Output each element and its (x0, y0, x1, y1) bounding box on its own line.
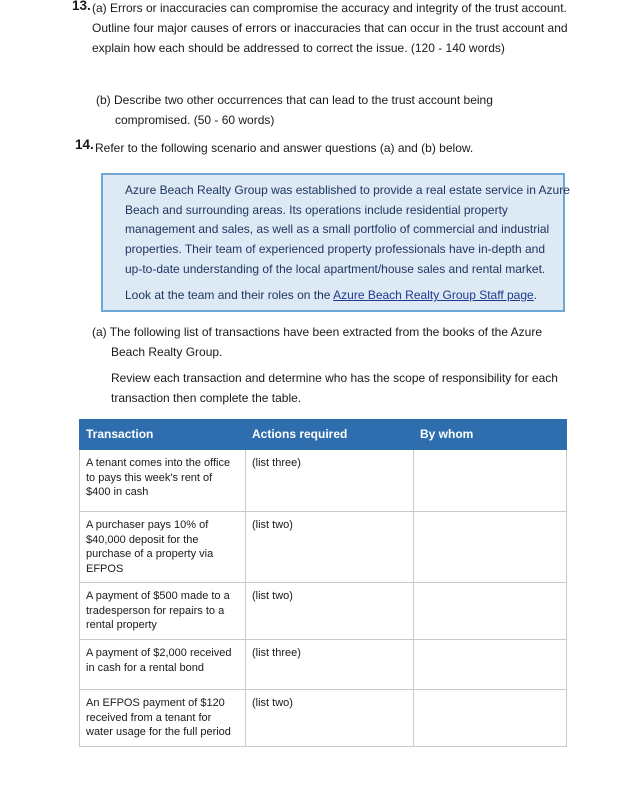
q14-review-line-1: Review each transaction and determine who has the scope of responsibility for each (111, 371, 558, 385)
cell-transaction: A tenant comes into the office to pays this week's rent of $400 in cash (80, 450, 246, 512)
cell-transaction: A payment of $2,000 received in cash for a rental bond (80, 640, 246, 690)
cell-actions[interactable]: (list three) (246, 640, 414, 690)
scenario-line-4: properties. Their team of experienced property professionals have in-depth and (125, 242, 546, 256)
staff-page-link[interactable]: Azure Beach Realty Group Staff page (333, 288, 534, 302)
cell-by-whom[interactable] (414, 640, 567, 690)
q14-intro: Refer to the following scenario and answer questions (a) and (b) below. (95, 141, 474, 155)
scenario-link-suffix: . (533, 288, 538, 302)
cell-actions[interactable]: (list two) (246, 583, 414, 640)
table-row (80, 690, 567, 747)
cell-actions[interactable]: (list three) (246, 450, 414, 512)
header-actions-required: Actions required (246, 420, 414, 450)
cell-by-whom[interactable] (414, 512, 567, 583)
transactions-table (79, 419, 567, 747)
q14-part-a-line-2: Beach Realty Group. (111, 345, 223, 359)
question-13-number: 13. (72, 0, 91, 13)
cell-transaction: A purchaser pays 10% of $40,000 deposit for the purchase of a property via EFPOS (80, 512, 246, 583)
question-14-number: 14. (75, 137, 94, 152)
q14-part-a-line-1: (a) The following list of transactions have been extracted from the books of the Azure (92, 325, 543, 339)
scenario-line-5: up-to-date understanding of the local apartment/house sales and rental market. (125, 262, 546, 276)
scenario-line-1: Azure Beach Realty Group was established to provide a real estate service in Azure (125, 183, 570, 197)
table-row (80, 583, 567, 640)
table-row (80, 640, 567, 690)
scenario-line-3: management and sales, as well as a small portfolio of commercial and industrial (125, 222, 550, 236)
q14-review-line-2: transaction then complete the table. (111, 391, 302, 405)
q13-part-b-line-2: compromised. (50 - 60 words) (115, 113, 275, 127)
cell-actions[interactable]: (list two) (246, 512, 414, 583)
scenario-box (101, 173, 570, 312)
cell-by-whom[interactable] (414, 583, 567, 640)
scenario-link-prefix: Look at the team and their roles on the (125, 288, 334, 302)
table-row (80, 450, 567, 512)
scenario-link-line (125, 285, 537, 305)
cell-by-whom[interactable] (414, 450, 567, 512)
q13-part-b-line-1: (b) Describe two other occurrences that can lead to the trust account being (96, 93, 493, 107)
q13-part-a-line-2: Outline four major causes of errors or inaccuracies that can occur in the trust account and (92, 21, 568, 35)
q13-part-a-line-3: explain how each should be addressed to correct the issue. (120 - 140 words) (92, 41, 505, 55)
table-row (80, 512, 567, 583)
cell-by-whom[interactable] (414, 690, 567, 747)
header-by-whom: By whom (414, 420, 567, 450)
cell-actions[interactable]: (list two) (246, 690, 414, 747)
header-transaction: Transaction (80, 420, 246, 450)
table-header-row (80, 420, 567, 450)
q13-part-a-line-1: (a) Errors or inaccuracies can compromise the accuracy and integrity of the trust account. (92, 1, 567, 15)
cell-transaction: A payment of $500 made to a tradesperson for repairs to a rental property (80, 583, 246, 640)
cell-transaction: An EFPOS payment of $120 received from a tenant for water usage for the full period (80, 690, 246, 747)
scenario-line-2: Beach and surrounding areas. Its operations include residential property (125, 203, 508, 217)
